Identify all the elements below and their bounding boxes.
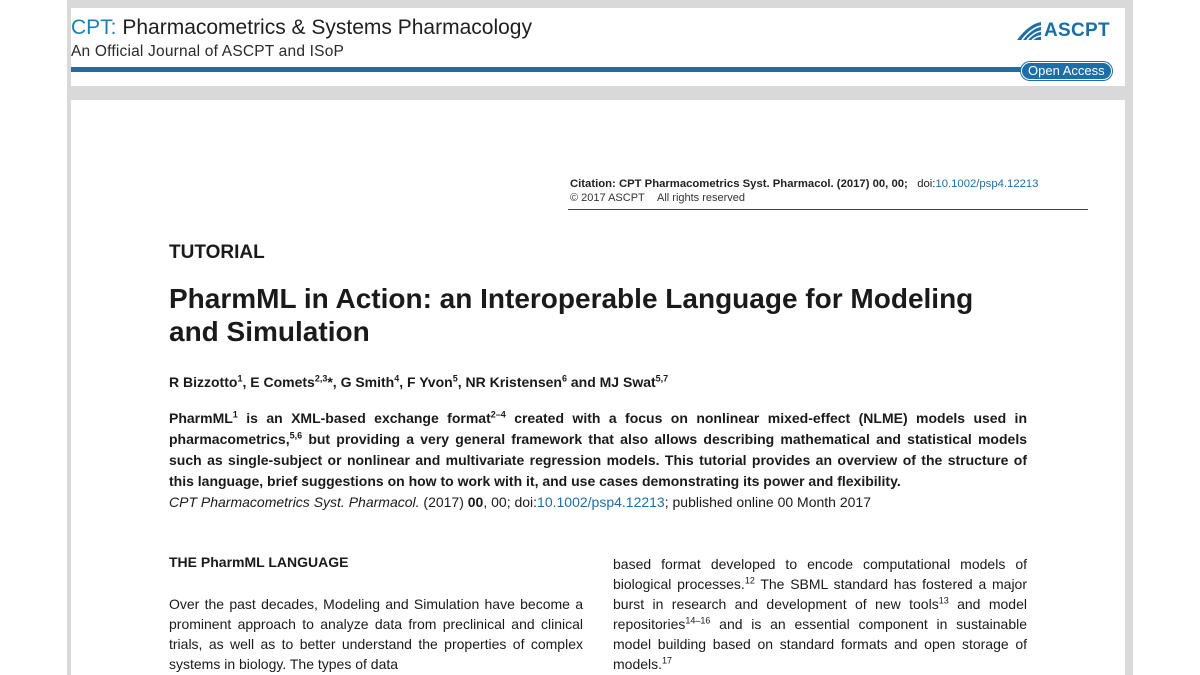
- reference-sup: 14–16: [685, 615, 711, 626]
- ascpt-logo: [1017, 20, 1110, 42]
- reference-sup: 17: [662, 655, 673, 666]
- abstract-doi-link[interactable]: 10.1002/psp4.12213: [537, 494, 665, 510]
- reference-sup: 5,6: [289, 430, 303, 441]
- author-name: G Smith: [340, 374, 395, 390]
- body-text: based format developed to encode computational models of biological processes.: [613, 556, 1027, 592]
- citation-label: Citation: CPT Pharmacometrics Syst. Pharmacol. (2017) 00, 00;: [570, 178, 908, 190]
- citation-year: (2017): [419, 494, 468, 510]
- author-name: E Comets: [250, 374, 315, 390]
- author-name: R Bizzotto: [169, 374, 238, 390]
- abstract-text: is an XML-based exchange format: [237, 410, 491, 426]
- author-separator: ,: [457, 374, 466, 390]
- logo-text: ASCPT: [1044, 20, 1110, 41]
- copyright-text: © 2017 ASCPT: [570, 192, 645, 204]
- citation-published: ; published online 00 Month 2017: [664, 494, 872, 510]
- journal-prefix: CPT:: [71, 16, 117, 39]
- citation-line: [570, 178, 1038, 190]
- reference-sup: 13: [938, 595, 949, 606]
- copyright-line: [570, 192, 745, 204]
- ascpt-mark-icon: [1017, 22, 1041, 40]
- body-column-left: Over the past decades, Modeling and Simulation have become a prominent approach to analyze data from preclinical and clinical trials, as well as to better understand the properties of complex systems in biology. The types of data: [169, 596, 583, 672]
- citation-journal: CPT Pharmacometrics Syst. Pharmacol.: [169, 494, 420, 510]
- author-affiliation: 5: [452, 373, 458, 384]
- open-access-badge: Open Access: [1021, 62, 1112, 80]
- citation-volume: 00: [467, 494, 484, 510]
- article-title: PharmML in Action: an Interoperable Language for Modeling and Simulation: [169, 283, 974, 347]
- header-rule: [71, 67, 1111, 72]
- abstract: [169, 408, 1027, 492]
- journal-name: Pharmacometrics & Systems Pharmacology: [116, 16, 532, 39]
- article-page: [71, 100, 1125, 675]
- author: [250, 374, 340, 390]
- section-heading: THE PharmML LANGUAGE: [169, 554, 349, 570]
- author: [341, 374, 407, 390]
- rights-text: All rights reserved: [657, 192, 746, 204]
- body-text: The SBML standard has fostered a major burst in research and development of new tools: [613, 576, 1027, 612]
- abstract-text: but providing a very general framework that also allows describing mathematical and statistical models such as single-subject or nonlinear and multivariate regression models. This tutorial provides an overview of the structure of this language, brief suggestions on how to work with it, and use cases demonstrating its power and flexibility.: [169, 431, 1027, 489]
- reference-sup: 2–4: [490, 409, 506, 420]
- citation-doi-prefix: doi:: [917, 178, 936, 190]
- citation-doi-link[interactable]: 10.1002/psp4.12213: [935, 178, 1039, 190]
- author-affiliation: 1: [237, 373, 243, 384]
- author-separator: ,: [332, 374, 341, 390]
- author-affiliation: 2,3: [314, 373, 328, 384]
- author-separator: ,: [242, 374, 251, 390]
- author-name: NR Kristensen: [465, 374, 562, 390]
- author-name: MJ Swat: [599, 374, 656, 390]
- author-name: F Yvon: [407, 374, 453, 390]
- reference-sup: 12: [744, 575, 755, 586]
- citation-pages: , 00; doi:: [483, 494, 538, 510]
- reference-sup: 1: [232, 409, 238, 420]
- author: [465, 374, 599, 390]
- journal-subtitle: An Official Journal of ASCPT and ISoP: [71, 43, 345, 60]
- corresponding-mark: *: [327, 374, 333, 390]
- author-separator: and: [566, 374, 600, 390]
- author-affiliation: 6: [561, 373, 567, 384]
- author: [407, 374, 465, 390]
- abstract-text: created with a focus on nonlinear mixed-effect (NLME) models used in pharmacometrics,: [169, 410, 1027, 447]
- author-separator: ,: [399, 374, 408, 390]
- author-affiliation: 5,7: [655, 373, 669, 384]
- abstract-text: PharmML: [169, 410, 233, 426]
- abstract-citation: [169, 494, 871, 510]
- body-column-right: [613, 554, 1027, 674]
- author-affiliation: 4: [394, 373, 400, 384]
- author: [169, 374, 250, 390]
- citation-rule: [568, 209, 1088, 210]
- body-text: and is an essential component in sustainable model building based on standard formats and open storage of models.: [613, 616, 1027, 672]
- journal-title: [71, 16, 532, 40]
- body-text: and model repositories: [613, 596, 1027, 632]
- author-list: [169, 374, 668, 390]
- article-section-label: TUTORIAL: [169, 242, 265, 263]
- journal-header: [71, 8, 1125, 86]
- author: [600, 374, 669, 390]
